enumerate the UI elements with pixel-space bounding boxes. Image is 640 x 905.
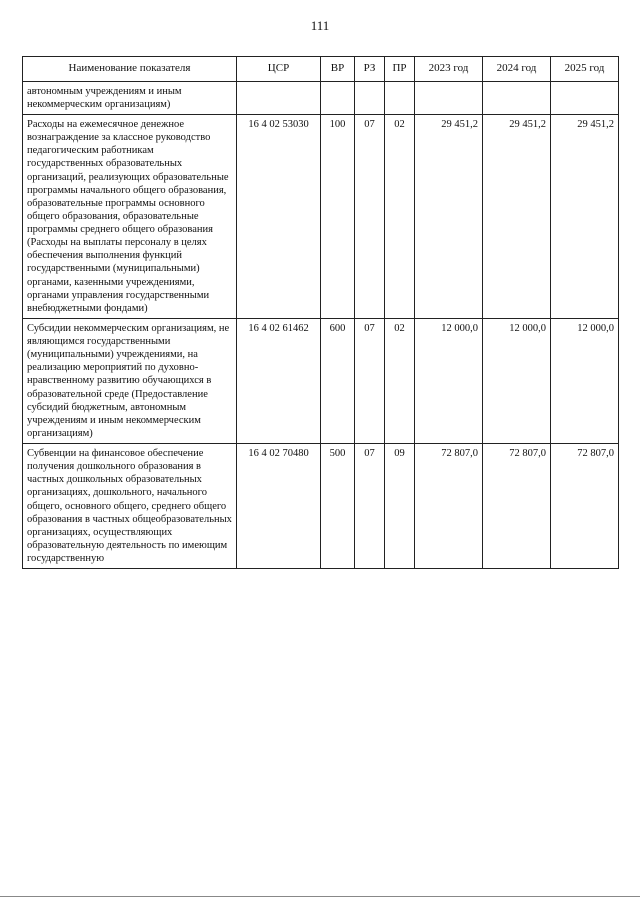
row-name: Субвенции на финансовое обеспечение получения дошкольного образования в частных дошкольных образовательных организациях, дошкольного, начального общего, основного общего, среднего общего образования в частных общеобразовательных организациях, осуществляющих образовательную деятельность по имеющим государственную — [23, 444, 237, 569]
row-name: Субсидии некоммерческим организациям, не являющимся государственными (муниципальными) учреждениями, на реализацию мероприятий по духовно-нравственному развитию обучающихся в образовательной среде (Предоставление субсидий бюджетным, автономным учреждениям и иным некоммерческим организациям) — [23, 318, 237, 443]
header-2024: 2024 год — [483, 57, 551, 82]
table-header-row — [23, 57, 619, 82]
table-row — [23, 444, 619, 569]
row-2023 — [415, 81, 483, 114]
row-2023: 12 000,0 — [415, 318, 483, 443]
row-csr: 16 4 02 61462 — [237, 318, 321, 443]
row-2025: 12 000,0 — [551, 318, 619, 443]
table-row — [23, 318, 619, 443]
row-2024 — [483, 81, 551, 114]
header-rz: РЗ — [355, 57, 385, 82]
row-pr: 02 — [385, 318, 415, 443]
row-vr: 500 — [321, 444, 355, 569]
row-rz: 07 — [355, 115, 385, 319]
row-csr: 16 4 02 70480 — [237, 444, 321, 569]
header-pr: ПР — [385, 57, 415, 82]
header-csr: ЦСР — [237, 57, 321, 82]
row-rz: 07 — [355, 444, 385, 569]
row-vr — [321, 81, 355, 114]
row-csr — [237, 81, 321, 114]
row-2024: 12 000,0 — [483, 318, 551, 443]
row-pr: 09 — [385, 444, 415, 569]
header-2023: 2023 год — [415, 57, 483, 82]
budget-table — [22, 56, 619, 569]
page-number: 111 — [310, 18, 330, 33]
row-2023: 29 451,2 — [415, 115, 483, 319]
table-row — [23, 115, 619, 319]
header-2025: 2025 год — [551, 57, 619, 82]
row-2024: 72 807,0 — [483, 444, 551, 569]
row-2025: 72 807,0 — [551, 444, 619, 569]
row-pr: 02 — [385, 115, 415, 319]
row-name: автономным учреждениям и иным некоммерческим организациям) — [23, 81, 237, 114]
header-name: Наименование показателя — [23, 57, 237, 82]
header-vr: ВР — [321, 57, 355, 82]
row-pr — [385, 81, 415, 114]
row-vr: 600 — [321, 318, 355, 443]
table-row — [23, 81, 619, 114]
row-rz: 07 — [355, 318, 385, 443]
scan-edge-divider — [0, 896, 640, 897]
row-2025 — [551, 81, 619, 114]
row-name: Расходы на ежемесячное денежное вознаграждение за классное руководство педагогическим работникам государственных образовательных организаций, реализующих образовательные программы начального общего образования, образовательные программы основного общего образования, образовательные программы среднего общего образования (Расходы на выплаты персоналу в целях обеспечения выполнения функций государственными (муниципальными) органами, казенными учреждениями, органами управления государственными внебюджетными фондами) — [23, 115, 237, 319]
row-2024: 29 451,2 — [483, 115, 551, 319]
row-rz — [355, 81, 385, 114]
row-2023: 72 807,0 — [415, 444, 483, 569]
row-vr: 100 — [321, 115, 355, 319]
row-csr: 16 4 02 53030 — [237, 115, 321, 319]
row-2025: 29 451,2 — [551, 115, 619, 319]
